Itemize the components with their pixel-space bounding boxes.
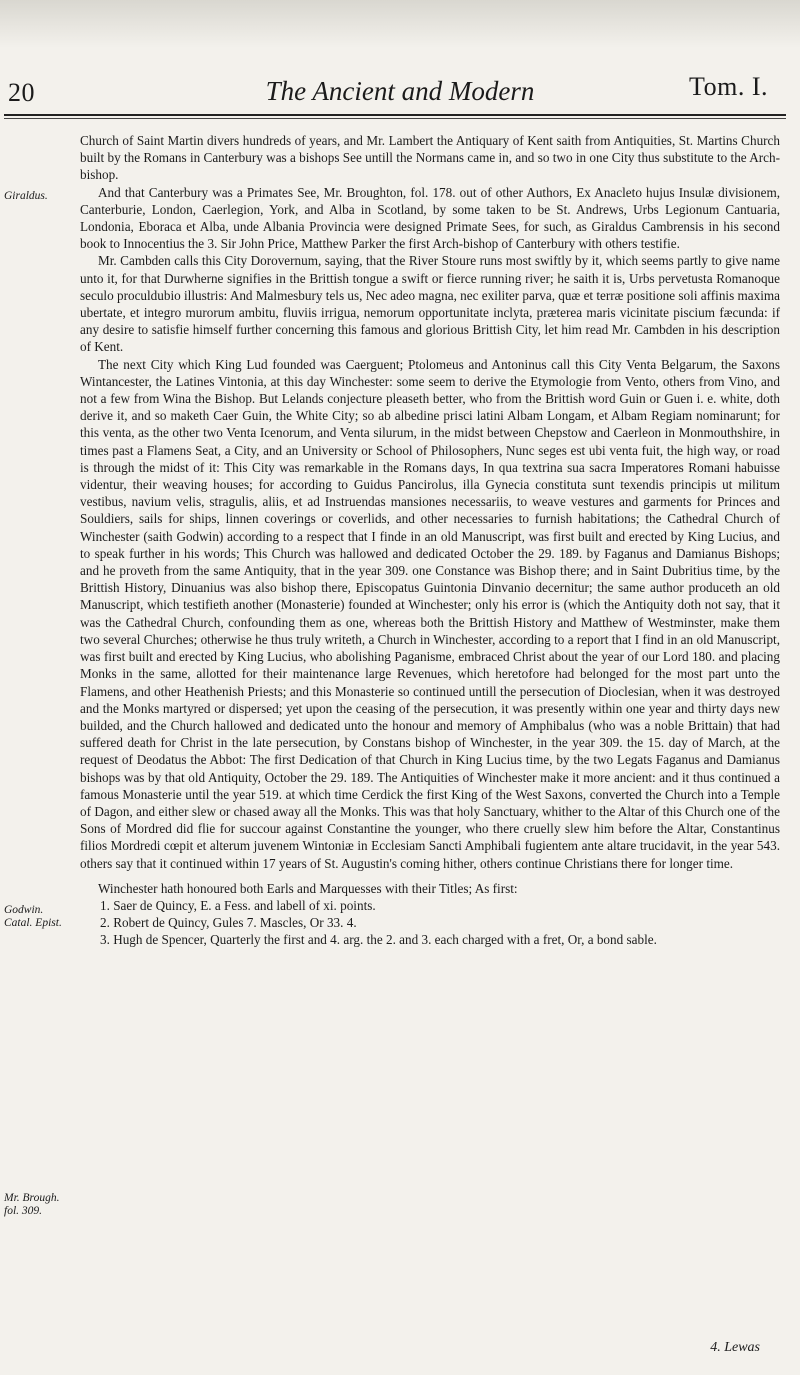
margin-note-godwin: Godwin. Catal. Epist. <box>4 904 62 929</box>
margin-note-giraldus: Giraldus. <box>4 190 48 202</box>
titles-list <box>80 880 780 949</box>
volume-label: Tom. I. <box>689 72 768 101</box>
paragraph: Church of Saint Martin divers hundreds of years, and Mr. Lambert the Antiquary of Kent saith from Antiquities, St. Martins Church built by the Romans in Canterbury was a bishops See untill the Normans came in, and so two in one City thus substitute to the Arch-bishop. <box>80 133 780 183</box>
title-entry: 2. Robert de Quincy, Gules 7. Mascles, Or 33. 4. <box>100 915 357 931</box>
running-title: The Ancient and Modern <box>265 76 535 106</box>
page-number: 20 <box>8 78 35 107</box>
page-fold-shadow <box>0 0 800 48</box>
body-text <box>80 132 780 949</box>
header-rule <box>4 114 786 116</box>
title-entry: 3. Hugh de Spencer, Quarterly the first and 4. arg. the 2. and 3. each charged with a fret, Or, a bond sable. <box>100 932 657 948</box>
title-entry: 1. Saer de Quincy, E. a Fess. and labell of xi. points. <box>100 897 376 913</box>
running-header <box>0 60 800 120</box>
header-rule-thin <box>4 118 786 119</box>
paragraph: And that Canterbury was a Primates See, Mr. Broughton, fol. 178. out of other Authors, Ex Anacleto hujus Insulæ divisionem, Canterburie, London, Caerlegion, York, and Alba in Scotland, by some taken to be St. Andrews, Urbs Legionum Cantuaria, Londonia, Eboraca et Alba, unde Albania Provincia were designed Primate Sees, for such, as Giraldus Cambrensis in his second book to Innocentius the 3. Sir John Price, Matthew Parker the first Arch-bishop of Canterbury with others testifie. <box>80 184 780 252</box>
margin-notes <box>4 190 70 1217</box>
titles-intro: Winchester hath honoured both Earls and Marquesses with their Titles; As first: <box>98 880 518 896</box>
catchword: 4. Lewas <box>710 1340 760 1355</box>
paragraph: Mr. Cambden calls this City Dorovernum, saying, that the River Stoure runs most swiftly by it, which seems partly to give name unto it, for that Durwherne signifies in the Brittish tongue a swift or fierce running river; he saith it is, Urbs pervetusta Romanoque seculo proculdubio illustris: And Malmesbury tels us, Nec adeo magna, nec exiliter parva, quæ et terræ positione soli affinis maxima ubertate, et integro murorum ambitu, fluviis irrigua, nemorum opportunitate inclyta, præterea maris vicinitate piscium fæcunda: if any desire to satisfie himself further concerning this famous and glorious Brittish City, let him read Mr. Cambden in his description of Kent. <box>80 253 781 355</box>
paragraph: The next City which King Lud founded was Caerguent; Ptolomeus and Antoninus call this City Venta Belgarum, the Saxons Wintancester, the Latines Vintonia, at this day Winchester: some seem to derive the Etymologie from Vento, others from Vino, and not a few from Wina the Bishop. But Lelands conjecture pleaseth better, who from the Brittish word Guin or Guen i. e. white, doth derive it, and so maketh Caer Guin, the White City; so ab albedine prisci latini Albam Longam, et Albam Regiam nominarunt; for this venta, as the other two Venta Icenorum, and Venta silurum, in the midst between Chepstow and Caerleon in Monmouthshire, in times past a Flamens Seat, a City, and an University or School of Philosophers, Nunc seges est ubi venta fuit, the high way, or road is through the midst of it: This City was remarkable in the Romans days, In qua textrina sua sacra Imperatores Romani habuisse videntur, their weaving houses; for according to Guidus Pancirolus, illa Gynecia constituta sunt texendis principis ut militum vestibus, navium velis, stragulis, aliis, et ad Instruendas mansiones necessariis, to weave vestures and garments for Princes and Souldiers, sails for ships, linnen coverings or coverlids, and other necessaries to furnish habitations; the Cathedral Church of Winchester (saith Godwin) according to a respect that I finde in an old Manuscript, was first built and erected by King Lucius, and to speak further in his words; This Church was hallowed and dedicated October the 29. 189. by Faganus and Damianus Bishops; and he proveth from the same Antiquity, that in the year 309. one Constance was Bishop there; and in Saint Dubritius time, by the Brittish History, Dinuanius was also bishop there, Episcopatus Guintonia Dinvanio decernitur; the same author produceth an old Manuscript, which testifieth another (Monasterie) founded at Winchester; only his error is (which the Antiquity doth not say, that it was the Cathedral Church, confounding them as one, whereas both the Brittish History and Matthew of Westminster, make them two several Churches; otherwise he thus truly writeth, a Church in Winchester, according to a report that I find in an old Manuscript, was first built and erected by King Lucius, who abolishing Paganisme, embraced Christ about the year of our Lord 180. and placing Monks in the same, allotted for their maintenance large Revenues, which heretofore had belonged for the most part unto the Flamens, and other Heathenish Priests; and this Monasterie so continued untill the persecution of Dioclesian, when it was destroyed and the Monks martyred or dispersed; yet upon the ceasing of the persecution, it was presently within one year and thirty days new builded, and the Church hallowed and dedicated unto the honour and memory of Amphibalus (who was a noble Brittain) that had suffered death for Christ in the late persecution, by Constans bishop of Winchester, in the year 309. the 15. day of March, at the request of Deodatus the Abbot: The first Dedication of that Church in King Lucius time, by the two Legats Faganus and Damianus bishops was by that old Antiquity, October the 29. 189. The Antiquities of Winchester make it more ancient: and it thus continued a famous Monasterie until the year 519. at which time Cerdick the first King of the West Saxons, converted the Church into a Temple of Dagon, and either slew or chased away all the Monks. This was that holy Sanctuary, whither to the Altar of this Church one of the Sons of Mordred did flie for succour against Constantine the younger, who there cruelly slew him before the Altar, Constantinus filios Mordredi cœpit et alterum juvenem Wintoniæ in Ecclesiam Sancti Amphibali fugientem ante altare trucidavit, in the year 543. others say that it continued within 17 years of St. Augustin's coming hither, others continue Christians there for longer time. <box>80 356 780 871</box>
margin-note-broughton: Mr. Brough. fol. 309. <box>4 1192 60 1217</box>
